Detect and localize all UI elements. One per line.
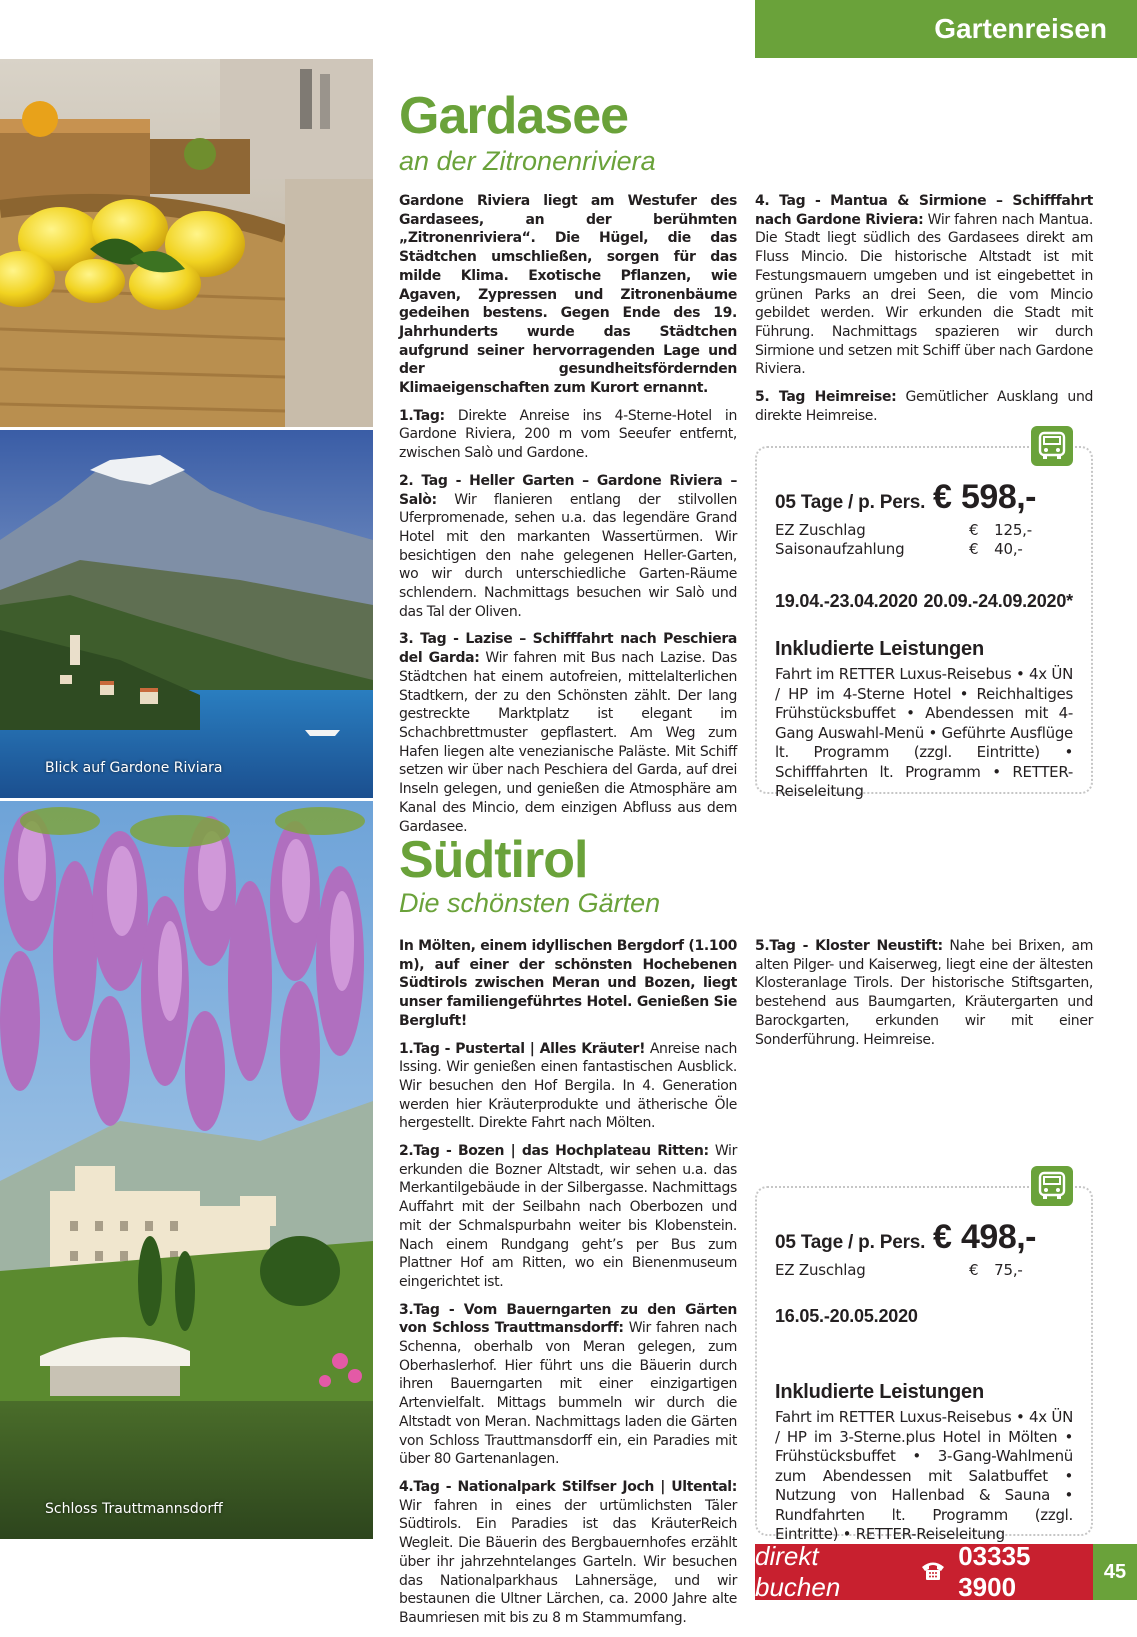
itinerary-day: 4.Tag - Nationalpark Stilfser Joch | Ultental: Wir fahren in eines der urtümlichsten Täler Südtirols. Ein Paradies ist das KräuterReich Wegleit. Die Bäuerin des Bergbauernhofes erzählt über ihr jahrzehntelanges Garteln. Wir besuchen das Nationalparkhaus Lahnersäge, und wir bestaunen die Ultner Lärchen, ca. 2000 Jahre alte Baumriesen mit bis zu 8 m Stammumfang.	[399, 1478, 737, 1626]
surcharge-row: EZ Zuschlag € 125,-	[775, 521, 1032, 539]
wisteria-castle-photo	[0, 801, 373, 1539]
price-label: 05 Tage / p. Pers.	[775, 492, 926, 513]
section-title-gardasee: Gardasee	[399, 87, 629, 145]
booking-cta[interactable]: direkt buchen	[755, 1541, 841, 1602]
section-title-suedtirol: Südtirol	[399, 831, 588, 889]
photo-caption: Blick auf Gardone Riviara	[45, 760, 223, 776]
itinerary-day: 3.Tag - Vom Bauerngarten zu den Gärten von Schloss Trauttmansdorff: Wir fahren nach Schenna, oberhalb von Meran gelegen, zum Oberhaslerhof. Hier führt uns die Bäuerin durch ihren Bauerngarten mit einer einzigartigen Artenvielfalt. Mittags bummeln wir durch die Altstadt von Meran. Nachmittags laden die Gärten von Schloss Trauttmansdorff ein, ein Paradies mit über 80 Gartenanlagen.	[399, 1301, 737, 1468]
price-label: 05 Tage / p. Pers.	[775, 1232, 926, 1253]
inclusions-text: Fahrt im RETTER Luxus-Reisebus • 4x ÜN / HP im 3-Sterne.plus Hotel in Mölten • Frühstücksbuffet • 3-Gang-Wahlmenü zum Abendessen mit Salatbuffet • Nutzung von Hallenbad & Sauna • Rundfahrten lt. Programm (zzgl. Eintritte) • RETTER-Reiseleitung	[775, 1408, 1073, 1543]
surcharge-row: EZ Zuschlag € 75,-	[775, 1261, 1023, 1279]
itinerary-day: 5. Tag Heimreise: Gemütlicher Ausklang und direkte Heimreise.	[755, 389, 1094, 424]
itinerary-day: 5.Tag - Kloster Neustift: Nahe bei Brixen, am alten Pilger- und Kaiserweg, liegt eine der ältesten Klosteranlage Tirols. Der historische Stiftsgarten, bestehend aus Baumgarten, Kräutergarten und Barockgarten, erkunden wir mit einer Sonderführung. Heimreise.	[755, 938, 1093, 1048]
section-subtitle-gardasee: an der Zitronenriviera	[399, 146, 656, 176]
page-number: 45	[1093, 1544, 1137, 1600]
phone-icon	[920, 1559, 946, 1586]
lemon-basket-photo	[0, 59, 373, 427]
photo-caption: Schloss Trauttmannsdorff	[45, 1501, 223, 1517]
section-subtitle-suedtirol: Die schönsten Gärten	[399, 888, 661, 918]
intro-text: Gardone Riviera liegt am Westufer des Gardasees, an der berühmten „Zitronenriviera“. Die Hügel, die das Städtchen umschließen, sorgen für das milde Klima. Exotische Pflanzen, wie Agaven, Zypressen und Zitronenbäume gedeihen bestens. Gegen Ende des 19. Jahrhunderts wurde das Städtchen aufgrund seiner hervorragenden Lage und der gesundheitsfördernden Klimaeigenschaften zum Kurort ernannt.	[399, 193, 737, 397]
gardasee-column-right	[755, 192, 1093, 434]
travel-date: 20.09.-24.09.2020*	[923, 591, 1073, 611]
booking-banner[interactable]	[755, 1541, 1093, 1602]
intro-text: In Mölten, einem idyllischen Bergdorf (1.100 m), auf einer der schönsten Hochebenen Südtirols zwischen Meran und Bozen, liegt unser familiengeführtes Hotel. Genießen Sie Bergluft!	[399, 938, 737, 1029]
price-box-suedtirol	[755, 1186, 1093, 1543]
price-amount: € 498,-	[933, 1218, 1036, 1256]
itinerary-day: 3. Tag - Lazise – Schifffahrt nach Peschiera del Garda: Wir fahren mit Bus nach Lazise. Das Städtchen hat einem autofreien, mittelalterlichen Stadtkern, der zu den Schönsten zählt. Der lang gestreckte Marktplatz ist elegant im Schachbrettmuster gepflastert. Am Weg zum Hafen liegen alte venezianische Paläste. Mit Schiff setzen wir über nach Peschiera del Garda, auf drei Inseln gelegen, und genießen die Atmosphäre am Kanal des Mincio, dem einzigen Abfluss aus dem Gardasee.	[399, 631, 737, 835]
price-box-gardasee	[755, 446, 1093, 800]
suedtirol-column-left	[399, 937, 737, 1637]
itinerary-day: 2. Tag - Heller Garten – Gardone Riviera – Salò: Wir flanieren entlang der stilvollen Uferpromenade, sehen u.a. das legendäre Grand Hotel mit den markanten Wassertürmen. Wir besichtigen den nahe gelegenen Heller-Garten, wo wir durch unterschiedliche Garten-Räume schlendern. Nachmittags besuchen wir Salò und das Tal der Oliven.	[399, 472, 737, 620]
suedtirol-column-right	[755, 937, 1093, 1058]
itinerary-day: 1.Tag - Pustertal | Alles Kräuter! Anreise nach Issing. Wir genießen einen fantastischen Ausblick. Wir besuchen den Hof Bergila. In 4. Generation werden hier Kräuterprodukte und ätherische Öle hergestellt. Direkte Fahrt nach Mölten.	[399, 1040, 737, 1132]
itinerary-day: 1.Tag: Direkte Anreise ins 4-Sterne-Hotel in Gardone Riviera, 200 m vom Seeufer entfernt, zwischen Salò und Gardone.	[399, 407, 737, 462]
bus-icon	[1031, 1166, 1073, 1206]
itinerary-day: 2.Tag - Bozen | das Hochplateau Ritten: Wir erkunden die Bozner Altstadt, wir sehen u.a. das Merkantilgebäude in der Silbergasse. Nachmittags Auffahrt mit der Seilbahn nach Oberbozen und mit der Schmalspurbahn weiter bis Klobenstein. Nach einem Rundgang geht’s per Bus zum Plattner Hof am Ritten, wo ein Bienenmuseum eingerichtet ist.	[399, 1143, 737, 1290]
bus-icon	[1031, 426, 1073, 466]
gardone-riviera-photo	[0, 430, 373, 798]
itinerary-day: 4. Tag - Mantua & Sirmione – Schifffahrt nach Gardone Riviera: Wir fahren nach Mantua. Die Stadt liegt südlich des Gardasees direkt am Fluss Mincio. Die historische Altstadt ist mit Festungsmauern umgeben und ist eingebettet in grünen Parks an drei Seen, die vom Mincio gebildet werden. Wir erkunden die Stadt mit Führung. Nachmittags spazieren wir durch Sirmione und setzen mit Schiff über nach Gardone Riviera.	[755, 193, 1093, 378]
travel-date: 19.04.-23.04.2020	[775, 591, 918, 611]
phone-number[interactable]: 03335 3900	[958, 1541, 1031, 1602]
surcharge-row: Saisonaufzahlung € 40,-	[775, 540, 1023, 558]
travel-date: 16.05.-20.05.2020	[775, 1306, 918, 1326]
inclusions-title: Inkludierte Leistungen	[775, 1381, 984, 1403]
gardasee-column-left	[399, 192, 737, 845]
inclusions-title: Inkludierte Leistungen	[775, 638, 984, 660]
price-amount: € 598,-	[933, 478, 1036, 516]
category-tab: Gartenreisen	[755, 0, 1137, 58]
inclusions-text: Fahrt im RETTER Luxus-Reisebus • 4x ÜN / HP im 4-Sterne Hotel • Reichhaltiges Frühstücksbuffet • Abendessen mit 4-Gang Auswahl-Menü • Geführte Ausflüge lt. Programm (zzgl. Eintritte) • Schifffahrten lt. Programm • RETTER-Reiseleitung	[775, 665, 1073, 800]
